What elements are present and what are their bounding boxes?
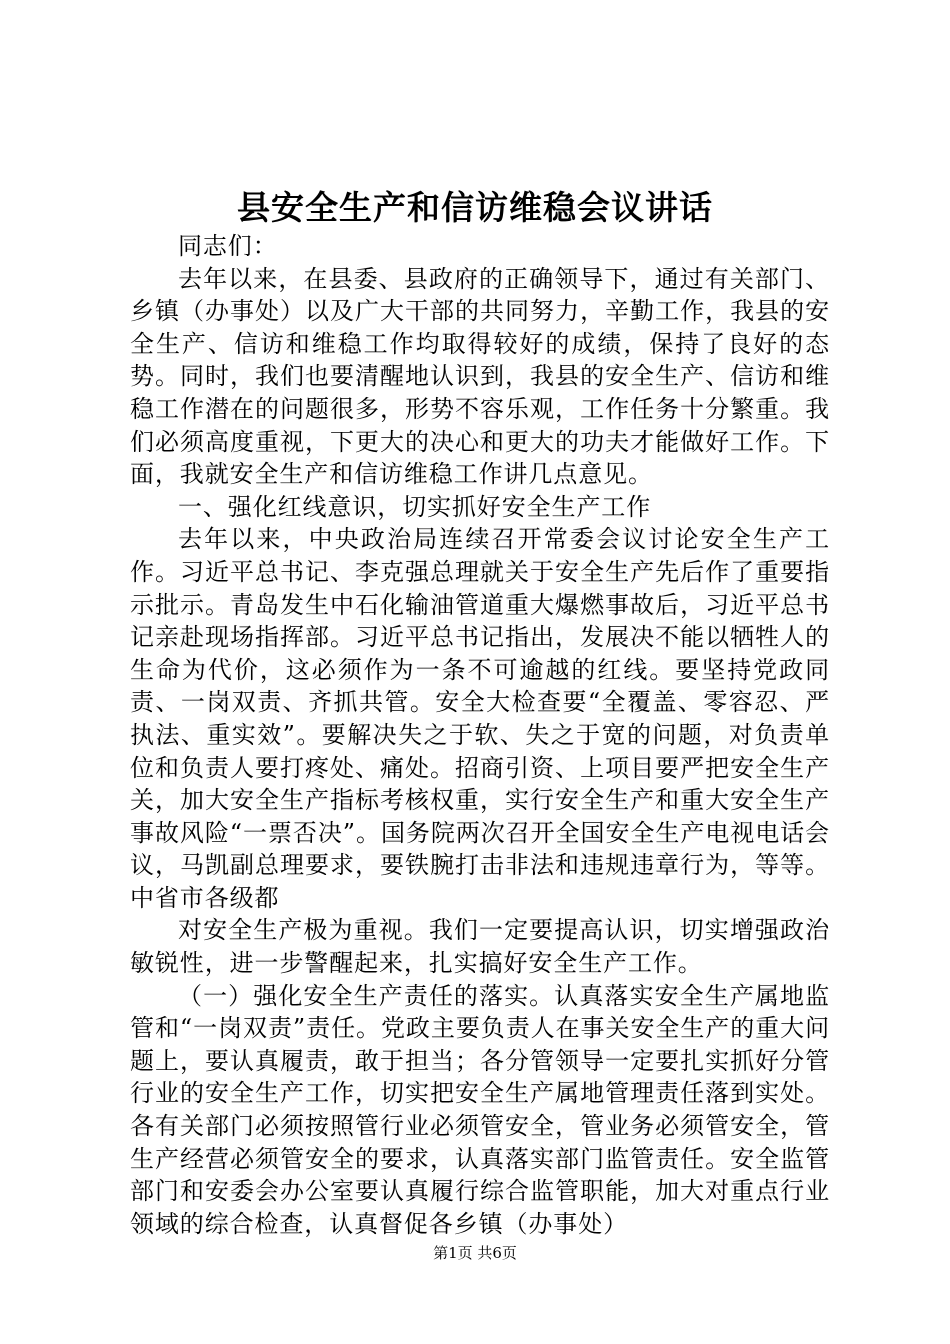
body-paragraph: 去年以来，中央政治局连续召开常委会议讨论安全生产工作。习近平总书记、李克强总理就关于安全生产先后作了重要指示批示。青岛发生中石化输油管道重大爆燃事故后，习近平总书记亲赴现场指挥部。习近平总书记指出，发展决不能以牺牲人的生命为代价，这必须作为一条不可逾越的红线。要坚持党政同责、一岗双责、齐抓共管。安全大检查要“全覆盖、零容忍、严执法、重实效”。要解决失之于软、失之于宽的问题，对负责单位和负责人要打疼处、痛处。招商引资、上项目要严把安全生产关，加大安全生产指标考核权重，实行安全生产和重大安全生产事故风险“一票否决”。国务院两次召开全国安全生产电视电话会议，马凯副总理要求，要铁腕打击非法和违规违章行为，等等。中省市各级都: [130, 525, 830, 912]
intro-paragraph: 去年以来，在县委、县政府的正确领导下，通过有关部门、乡镇（办事处）以及广大干部的共同努力，辛勤工作，我县的安全生产、信访和维稳工作均取得较好的成绩，保持了良好的态势。同时，我们也要清醒地认识到，我县的安全生产、信访和维稳工作潜在的问题很多，形势不容乐观，工作任务十分繁重。我们必须高度重视，下更大的决心和更大的功夫才能做好工作。下面，我就安全生产和信访维稳工作讲几点意见。: [130, 264, 830, 489]
subsection-paragraph-1: （一）强化安全生产责任的落实。认真落实安全生产属地监管和“一岗双责”责任。党政主要负责人在事关安全生产的重大问题上，要认真履责，敢于担当；各分管领导一定要扎实抓好分管行业的安全生产工作，切实把安全生产属地管理责任落到实处。各有关部门必须按照管行业必须管安全，管业务必须管安全，管生产经营必须管安全的要求，认真落实部门监管责任。安全监管部门和安委会办公室要认真履行综合监管职能，加大对重点行业领域的综合检查，认真督促各乡镇（办事处）: [130, 981, 830, 1238]
salutation-paragraph: 同志们：: [178, 232, 278, 260]
section-heading-1: 一、强化红线意识，切实抓好安全生产工作: [178, 492, 652, 521]
document-title: 县安全生产和信访维稳会议讲话: [237, 188, 713, 227]
document-body: [130, 230, 830, 1240]
body-paragraph: 对安全生产极为重视。我们一定要提高认识，切实增强政治敏锐性，进一步警醒起来，扎实搞好安全生产工作。: [130, 916, 830, 978]
page-number-footer: 第1页 共6页: [433, 1244, 517, 1262]
